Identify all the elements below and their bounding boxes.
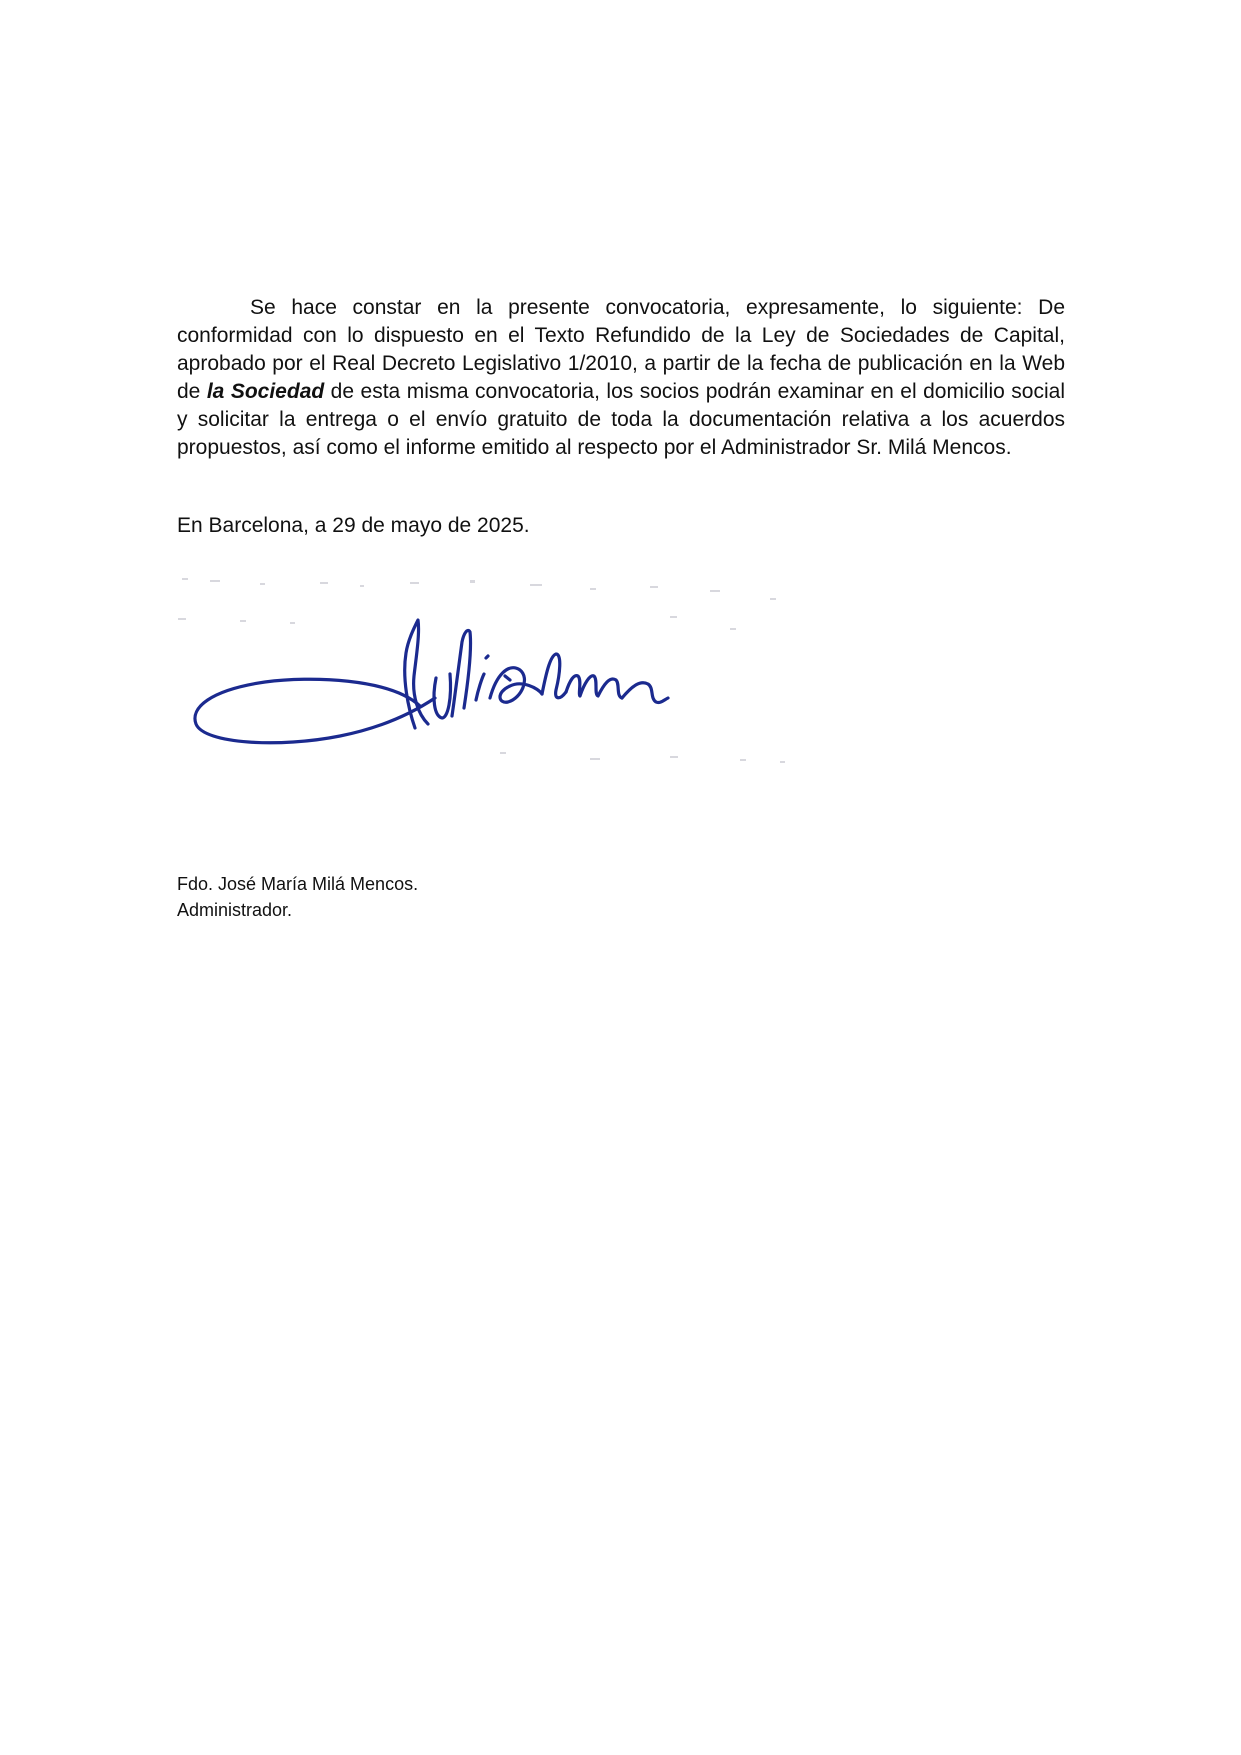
body-paragraph xyxy=(177,294,1065,462)
paragraph-emphasis: la Sociedad xyxy=(206,380,325,403)
paragraph-text-part1: Se hace constar en la presente convocatoria, expresamente, lo siguiente: De conformidad con lo dispuesto en el Texto Refundido de la Ley de Sociedades de Capital, aprobado por el Real Decreto Legislativo 1/2010, a partir de la fecha de publicación en la Web de xyxy=(177,296,1065,403)
handwritten-signature xyxy=(170,558,810,780)
signer-name: Fdo. José María Milá Mencos. xyxy=(177,874,419,894)
signature-ink xyxy=(195,620,668,743)
scan-noise xyxy=(178,578,785,763)
place-date: En Barcelona, a 29 de mayo de 2025. xyxy=(177,514,530,537)
paragraph-text-part2: de esta misma convocatoria, los socios podrán examinar en el domicilio social y solicitar la entrega o el envío gratuito de toda la documentación relativa a los acuerdos propuestos, así como el informe emitido al respecto por el Administrador Sr. Milá Mencos. xyxy=(177,380,1065,459)
signer-role: Administrador. xyxy=(177,900,293,920)
